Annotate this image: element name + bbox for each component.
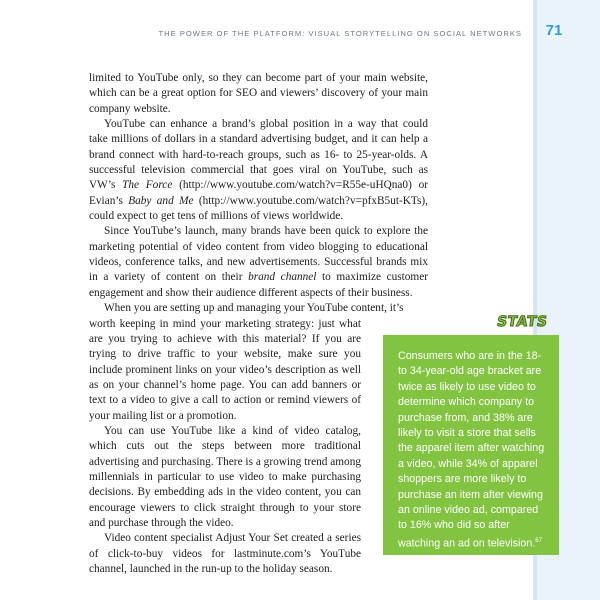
running-head: THE POWER OF THE PLATFORM: VISUAL STORYTELLING ON SOCIAL NETWORKS xyxy=(158,29,522,38)
paragraph-2-text-b: (http://www.youtube.com/watch?v=R55e-uHQna0) or Evian’s xyxy=(89,179,428,207)
term-brand-channel: brand channel xyxy=(248,271,317,284)
paragraph-3-text-a: Since YouTube’s launch, many brands have been quick to explore the marketing potential of video content from video blogging to educational videos, conference talks, and new advertisements. Successful brands mix in a variety of content on their xyxy=(89,225,428,284)
paragraph-4-first-line: When you are setting up and managing your YouTube content, it’s xyxy=(104,302,404,315)
paragraph-5: You can use YouTube like a kind of video catalog, which cuts out the steps between more traditional advertising and purchasing. There is a growing trend among millennials in particular to use video to make purchasing decisions. By embedding ads in the video content, you can encourage viewers to click straight through to your store and purchase through the video. xyxy=(89,424,361,529)
paragraph-2-text-c: (http://www.youtube.com/watch?v=pfxB5ut-KTs), could expect to get tens of millions of views worldwide. xyxy=(89,194,429,223)
paragraph-4-rest: worth keeping in mind your marketing strategy: just what are you trying to achieve with this material? If you are trying to drive traffic to your website, make sure you include prominent links on your video’s description as well as on your channel’s home page. You can add banners or text to a video to give a call to action or remind viewers of your mailing list or a promotion. xyxy=(89,317,361,422)
paragraph-2-text-a: YouTube can enhance a brand’s global position in a way that could take millions of dollars in a standard advertising budget, and it can help a brand connect with hard-to-reach groups, such as 16- to 25-year-olds. A successful television commercial that goes viral on YouTube, such as VW’s xyxy=(89,118,428,192)
paragraph-1: limited to YouTube only, so they can become part of your main website, which can be a great option for SEO and viewers’ discovery of your main company website. xyxy=(89,72,428,115)
paragraph-3 xyxy=(89,224,428,301)
stats-footnote-ref: 67 xyxy=(535,537,542,544)
title-the-force: The Force xyxy=(122,179,173,192)
narrow-column xyxy=(89,317,361,578)
paragraph-3-text-b: to maximize customer engagement and show their audience different aspects of their business. xyxy=(89,271,428,299)
paragraph-6: Video content specialist Adjust Your Set created a series of click-to-buy videos for lastminute.com’s YouTube channel, launched in the run-up to the holiday season. xyxy=(89,532,361,575)
stats-sidebar xyxy=(383,335,559,555)
page-number: 71 xyxy=(545,22,563,39)
title-baby-and-me: Baby and Me xyxy=(128,194,194,207)
stats-tag: STATS xyxy=(495,314,549,330)
body-text xyxy=(89,71,428,577)
stats-text: Consumers who are in the 18- to 34-year-old age bracket are twice as likely to use video to determine which company to purchase from, and 38% are likely to visit a store that sells the apparel item after watching a video, while 34% of apparel shoppers are more likely to purchase an item after viewing an online video ad, compared to 16% who did so after watching an ad on television. xyxy=(398,350,545,550)
paragraph-2 xyxy=(89,117,428,224)
